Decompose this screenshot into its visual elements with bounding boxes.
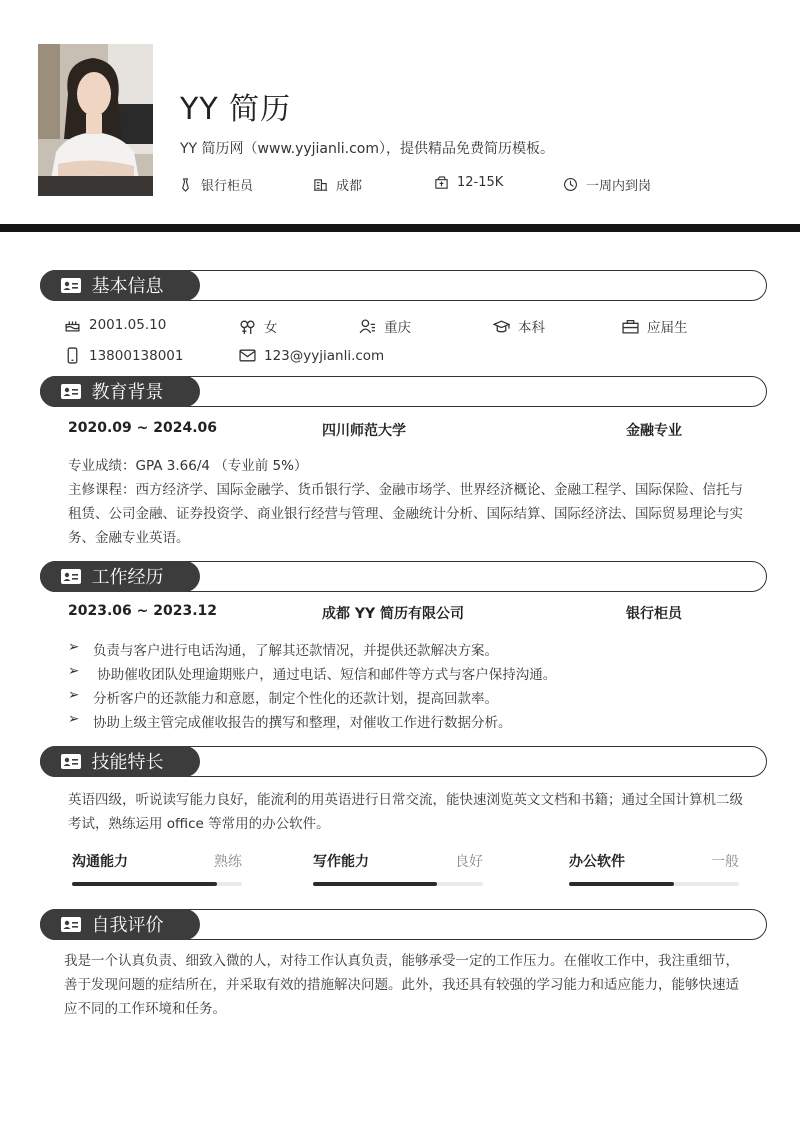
intent-availability [563,175,651,194]
section-title: 工作经历 [91,567,164,588]
education-major: 金融专业 [626,423,682,439]
work-period: 2023.06 ~ 2023.12 [68,603,218,619]
section-work [40,561,767,592]
work-company: 成都 YY 简历有限公司 [322,606,465,622]
intent-city [313,175,362,194]
arrow-bullet-icon: ➢ [68,663,80,679]
section-self-eval [40,909,767,940]
id-card-icon [61,754,81,769]
info-hometown-value: 重庆 [384,320,411,336]
info-birthday [64,316,166,333]
skill-name: 办公软件 [569,854,625,870]
skill-name: 写作能力 [313,854,369,870]
skill-level: 良好 [455,854,483,870]
info-email-value: 123@yyjianli.com [264,347,385,364]
work-bullet [68,639,498,659]
skill-level: 熟练 [214,854,242,870]
work-bullet-text: 分析客户的还款能力和意愿，制定个性化的还款计划，提高回款率。 [93,691,498,707]
skill-name: 沟通能力 [72,854,128,870]
info-hometown [359,316,411,336]
section-title: 技能特长 [91,752,164,773]
section-education [40,376,767,407]
intent-position-value: 银行柜员 [201,179,254,194]
arrow-bullet-icon: ➢ [68,687,80,703]
arrow-bullet-icon: ➢ [68,639,80,655]
person-list-icon [359,318,376,335]
section-title: 自我评价 [91,915,164,936]
intent-position [178,175,253,194]
info-degree [493,316,545,336]
candidate-name: YY 简历 [180,92,292,127]
info-email [239,347,384,364]
info-phone [64,347,183,364]
profile-photo [38,44,153,196]
skill-bar-fill [72,882,217,886]
section-title: 基本信息 [91,276,164,297]
skill-bar-track [313,882,483,886]
phone-icon [64,347,81,364]
work-bullet [68,687,498,707]
skill-bar-track [569,882,739,886]
intent-availability-value: 一周内到岗 [586,179,652,194]
info-phone-value: 13800138001 [89,347,184,364]
header-divider [0,224,800,232]
skill-bar-track [72,882,242,886]
mail-icon [239,347,256,364]
gender-icon [239,318,256,335]
cake-icon [64,316,81,333]
work-bullet [68,663,556,683]
work-bullet [68,711,512,731]
graduation-cap-icon [493,318,510,335]
tie-icon [178,177,193,192]
id-card-icon [61,278,81,293]
skill-level: 一般 [711,854,739,870]
building-icon [313,177,328,192]
section-pill [40,909,200,940]
education-period: 2020.09 ~ 2024.06 [68,420,218,436]
portrait-image [38,44,153,196]
wallet-icon [434,175,449,190]
id-card-icon [61,384,81,399]
id-card-icon [61,917,81,932]
info-status-value: 应届生 [647,320,688,336]
work-bullet-text: 协助上级主管完成催收报告的撰写和整理，对催收工作进行数据分析。 [93,715,512,731]
education-gpa: 专业成绩：GPA 3.66/4 （专业前 5%） [68,458,308,474]
clock-icon [563,177,578,192]
education-school: 四川师范大学 [322,423,406,439]
section-pill [40,376,200,407]
info-gender-value: 女 [264,320,278,336]
section-pill [40,561,200,592]
id-card-icon [61,569,81,584]
section-skills [40,746,767,777]
info-birthday-value: 2001.05.10 [89,316,167,333]
work-role: 银行柜员 [626,606,682,622]
briefcase-icon [622,318,639,335]
intent-salary [434,175,503,190]
info-gender [239,316,278,336]
info-status [622,316,688,336]
section-pill [40,746,200,777]
intent-salary-value: 12-15K [457,175,504,190]
info-degree-value: 本科 [518,320,545,336]
education-courses: 主修课程：西方经济学、国际金融学、货币银行学、金融市场学、世界经济概论、金融工程学、国际保险、信托与租赁、公司金融、证券投资学、商业银行经营与管理、金融统计分析、国际结算、国际经济法、国际贸易理论与实务、金融专业英语。 [68,482,743,546]
section-basic-info [40,270,767,301]
self-evaluation-text: 我是一个认真负责、细致入微的人，对待工作认真负责，能够承受一定的工作压力。在催收工作中，我注重细节，善于发现问题的症结所在，并采取有效的措施解决问题。此外，我还具有较强的学习能力和适应能力，能够快速适应不同的工作环境和任务。 [64,953,739,1017]
work-bullet-text: 协助催收团队处理逾期账户，通过电话、短信和邮件等方式与客户保持沟通。 [93,667,557,683]
skill-bar-fill [313,882,437,886]
section-title: 教育背景 [91,382,164,403]
intent-city-value: 成都 [336,179,363,194]
arrow-bullet-icon: ➢ [68,711,80,727]
header-subtitle: YY 简历网（www.yyjianli.com），提供精品免费简历模板。 [180,141,554,157]
skill-bar-fill [569,882,674,886]
section-pill [40,270,200,301]
work-bullet-text: 负责与客户进行电话沟通，了解其还款情况，并提供还款解决方案。 [93,643,498,659]
skills-description: 英语四级，听说读写能力良好，能流利的用英语进行日常交流，能快速浏览英文文档和书籍；通过全国计算机二级考试，熟练运用 office 等常用的办公软件。 [68,792,743,832]
